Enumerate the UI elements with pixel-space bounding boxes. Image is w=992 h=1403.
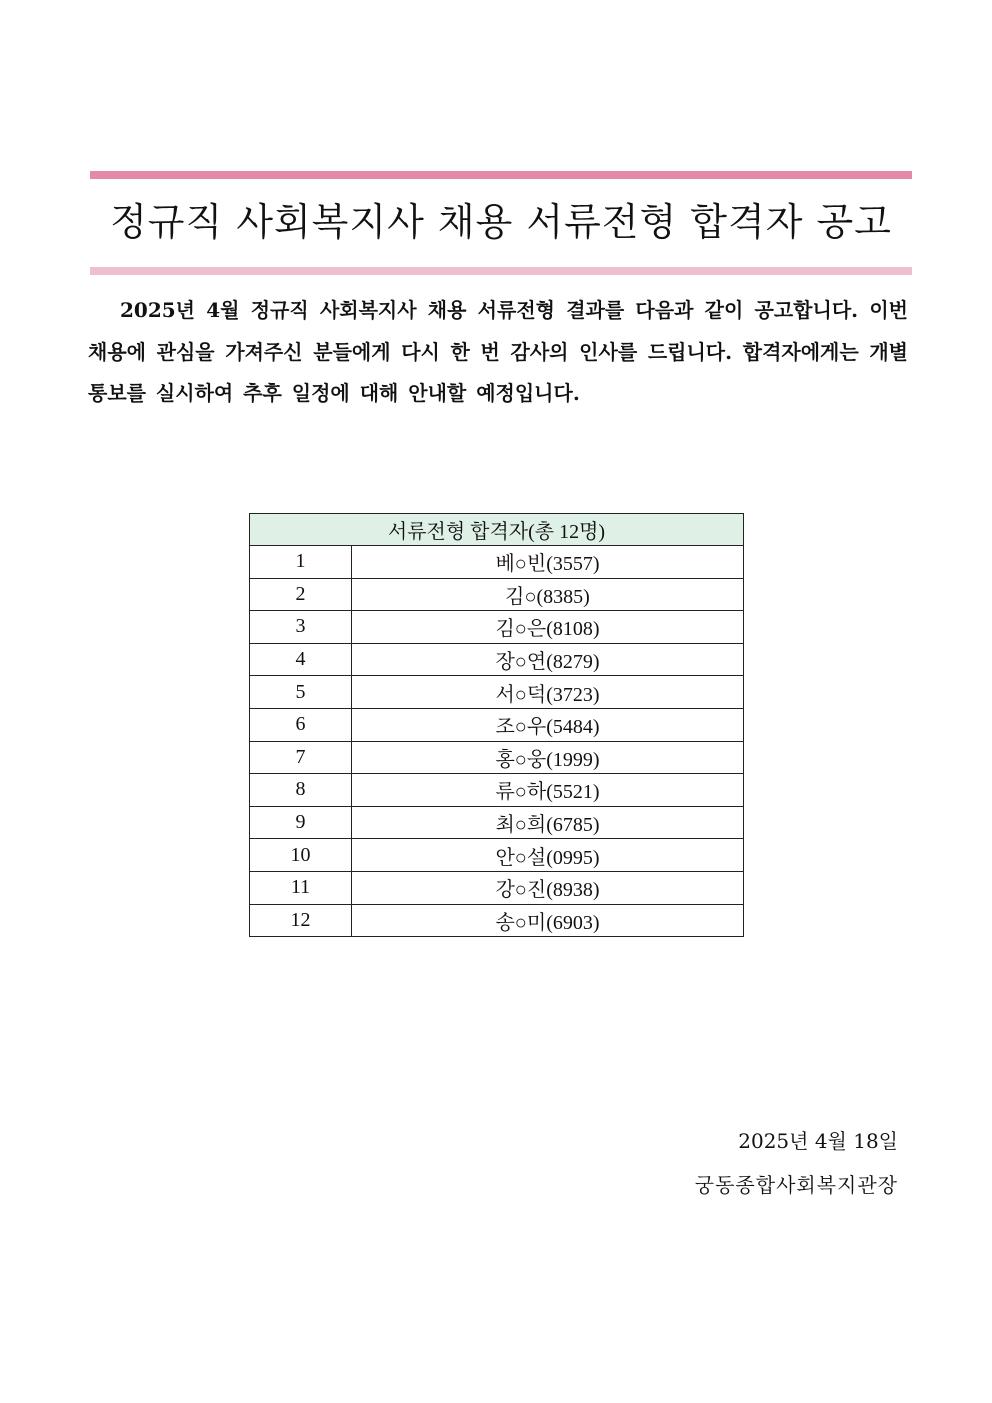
applicant-name: 서○덕(3723) <box>352 676 744 709</box>
row-number: 7 <box>250 741 352 774</box>
row-number: 6 <box>250 708 352 741</box>
row-number: 12 <box>250 904 352 937</box>
notice-body: 2025년 4월 정규직 사회복지사 채용 서류전형 결과를 다음과 같이 공고합니다. 이번 채용에 관심을 가져주신 분들에게 다시 한 번 감사의 인사를 드립니다. 합격자에게는 개별통보를 실시하여 추후 일정에 대해 안내할 예정입니다. <box>88 298 908 405</box>
row-number: 10 <box>250 839 352 872</box>
row-number: 1 <box>250 546 352 579</box>
applicant-name: 김○(8385) <box>352 578 744 611</box>
row-number: 5 <box>250 676 352 709</box>
row-number: 4 <box>250 643 352 676</box>
notice-date: 2025년 4월 18일 <box>738 1129 898 1153</box>
applicant-name: 베○빈(3557) <box>352 546 744 579</box>
applicant-name: 송○미(6903) <box>352 904 744 937</box>
applicant-name: 홍○웅(1999) <box>352 741 744 774</box>
table-row <box>250 578 744 611</box>
row-number: 2 <box>250 578 352 611</box>
row-number: 8 <box>250 774 352 807</box>
title-bottom-rule <box>90 267 912 275</box>
table-row <box>250 708 744 741</box>
applicant-name: 최○희(6785) <box>352 806 744 839</box>
applicant-name: 장○연(8279) <box>352 643 744 676</box>
table-row <box>250 904 744 937</box>
applicant-name: 류○하(5521) <box>352 774 744 807</box>
table-row <box>250 774 744 807</box>
page-title: 정규직 사회복지사 채용 서류전형 합격자 공고 <box>110 200 892 244</box>
applicant-name: 김○은(8108) <box>352 611 744 644</box>
table-row <box>250 643 744 676</box>
table-row <box>250 676 744 709</box>
row-number: 11 <box>250 871 352 904</box>
table-row <box>250 806 744 839</box>
title-top-rule <box>90 171 912 179</box>
table-row <box>250 546 744 579</box>
applicant-name: 강○진(8938) <box>352 871 744 904</box>
row-number: 9 <box>250 806 352 839</box>
applicant-name: 안○설(0995) <box>352 839 744 872</box>
table-row <box>250 611 744 644</box>
table-header: 서류전형 합격자(총 12명) <box>250 514 744 546</box>
row-number: 3 <box>250 611 352 644</box>
passed-applicants-table <box>249 513 744 937</box>
table-row <box>250 741 744 774</box>
table-row <box>250 871 744 904</box>
table-row <box>250 839 744 872</box>
issuer-name: 궁동종합사회복지관장 <box>694 1173 898 1197</box>
table-header-row <box>250 514 744 546</box>
applicant-name: 조○우(5484) <box>352 708 744 741</box>
